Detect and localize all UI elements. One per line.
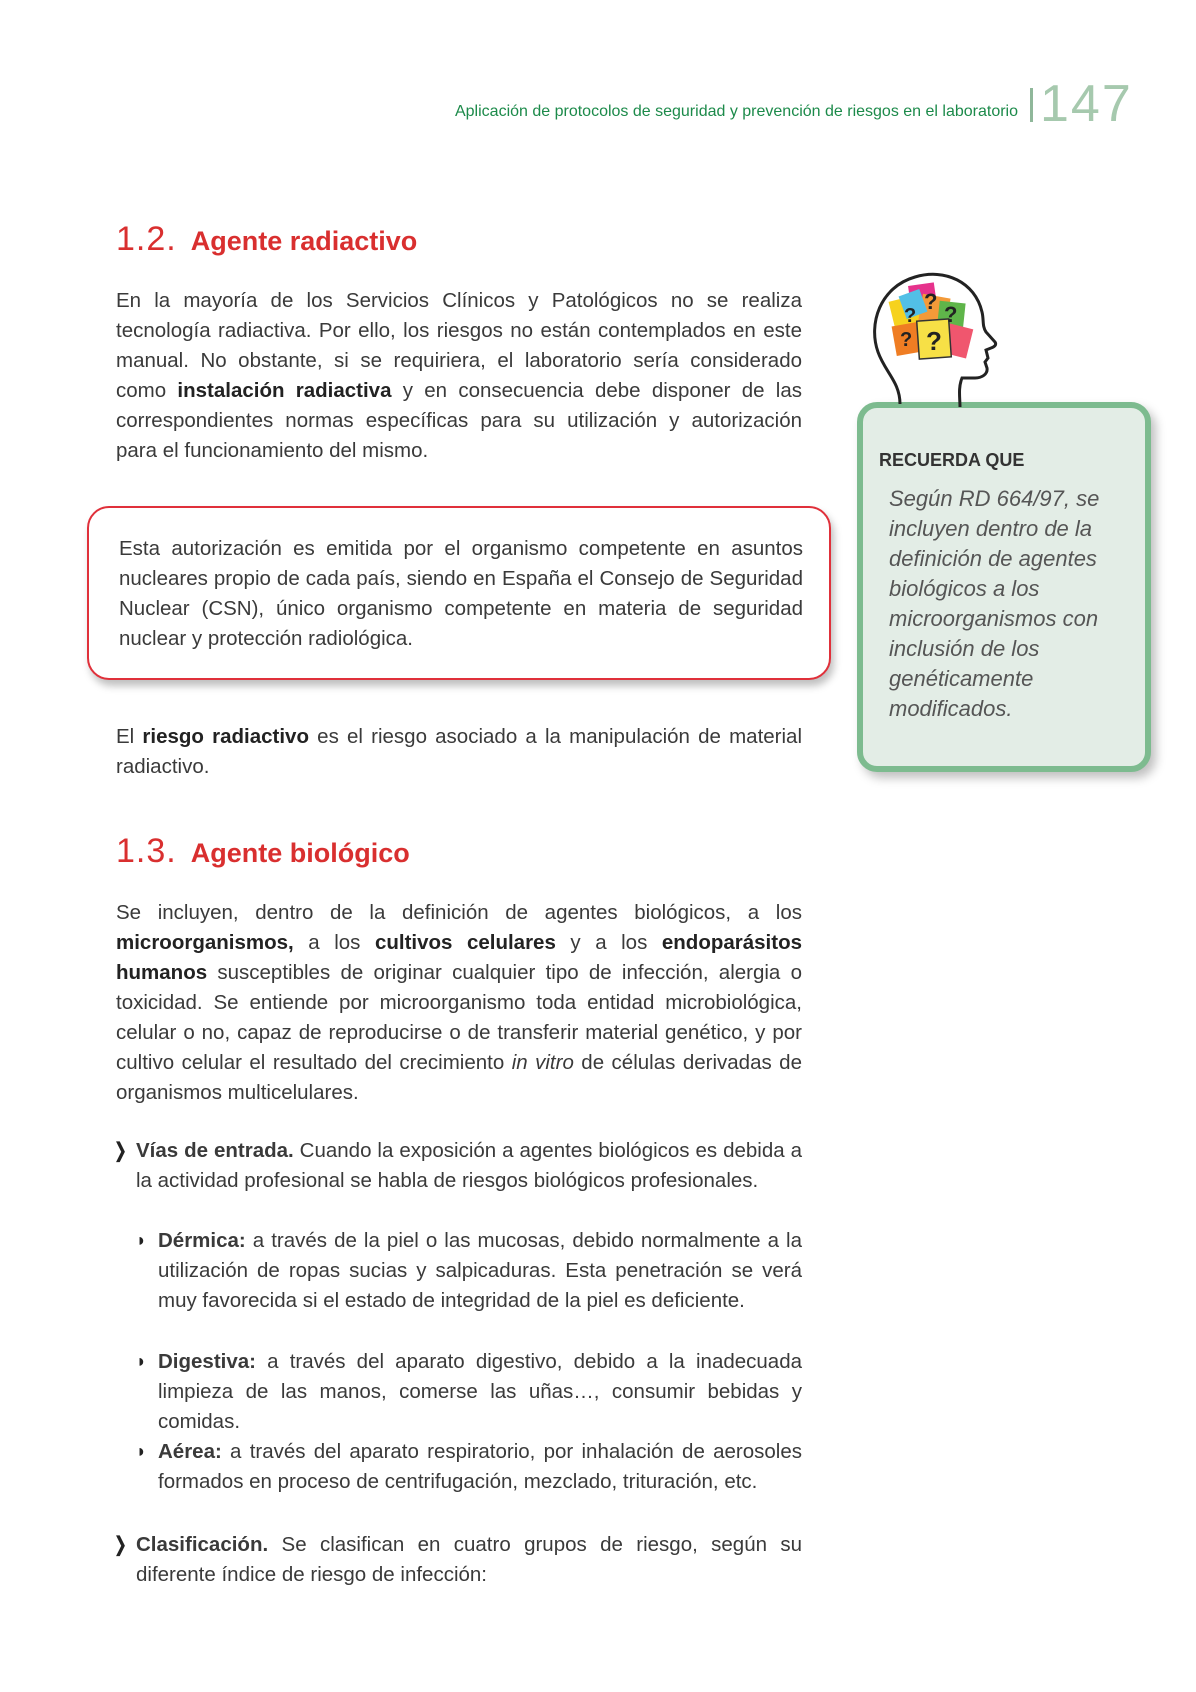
bold-term: Vías de entrada. [136, 1139, 294, 1162]
recuerda-box [857, 402, 1151, 772]
text-run: y a los [555, 931, 662, 954]
svg-text:?: ? [904, 305, 917, 327]
text-run: Cuando la exposición a agentes biológicos es debida a la actividad profesional se habla de riesgos biológicos profesionales. [136, 1139, 802, 1192]
svg-text:?: ? [944, 302, 958, 327]
bold-term: microorganismos, [116, 931, 294, 954]
text-run: a través del aparato respiratorio, por inhalación de aerosoles formados en proceso de centrifugación, mezclado, trituración, etc. [158, 1440, 802, 1493]
section-number: 1.2. [116, 220, 177, 258]
paragraph-radiactivo-intro [116, 286, 802, 466]
bullet-half-circle-icon: ◗ [136, 1230, 147, 1250]
list-item-vias-entrada [136, 1136, 802, 1196]
text-run: Se incluyen, dentro de la definición de agentes biológicos, a los [116, 901, 802, 924]
paragraph-riesgo-radiactivo [116, 722, 802, 782]
highlight-box [87, 506, 831, 680]
bold-term: Dérmica: [158, 1229, 246, 1252]
bullet-half-circle-icon: ◗ [136, 1351, 147, 1371]
section-number: 1.3. [116, 832, 177, 870]
paragraph-biologico-intro [116, 898, 802, 1108]
svg-text:?: ? [900, 329, 913, 351]
text-run: Se clasifican en cuatro grupos de riesgo, según su diferente índice de riesgo de infección: [136, 1533, 802, 1586]
bullet-arrow-icon: ❭ [112, 1140, 129, 1162]
bold-term: riesgo radiactivo [142, 725, 309, 748]
highlight-box-text: Esta autorización es emitida por el organismo competente en asuntos nucleares propio de cada país, siendo en España el Consejo de Seguridad Nuclear (CSN), único organismo competente en materia de seguridad nuclear y protección radiológica. [119, 537, 803, 650]
text-run: y en consecuencia debe disponer de las correspondientes normas específicas para su utilización y autorización para el funcionamiento del mismo. [116, 379, 802, 462]
bullet-arrow-icon: ❭ [112, 1534, 129, 1556]
list-item-aerea [158, 1437, 802, 1497]
bold-term: Digestiva: [158, 1350, 256, 1373]
italic-term: in vitro [511, 1051, 574, 1074]
list-item-dermica [158, 1226, 802, 1316]
page-number: 147 [1040, 75, 1133, 133]
text-run: a los [293, 931, 375, 954]
bold-term: endoparásitos humanos [116, 931, 802, 984]
section-title-radiactivo [116, 220, 417, 259]
bold-term: Clasificación. [136, 1533, 269, 1556]
list-item-clasificacion [136, 1530, 802, 1590]
text-run: En la mayoría de los Servicios Clínicos y Patológicos no se realiza tecnología radiactiva. Por ello, los riesgos no están contemplados en este manual. No obstante, si se requiriera, el laboratorio sería considerado como [116, 289, 802, 402]
head-with-question-cards-icon [860, 262, 1000, 412]
svg-text:?: ? [924, 289, 938, 314]
text-run: El [116, 725, 143, 748]
text-run: de células derivadas de organismos multicelulares. [116, 1051, 802, 1104]
list-item-digestiva [158, 1347, 802, 1437]
bold-term: cultivos celulares [374, 931, 556, 954]
recuerda-text: Según RD 664/97, se incluyen dentro de la definición de agentes biológicos a los microorganismos con inclusión de los genéticamente modificados. [889, 486, 1100, 721]
bold-term: instalación radiactiva [177, 379, 392, 402]
text-run: a través del aparato digestivo, debido a la inadecuada limpieza de las manos, comerse las uñas…, consumir bebidas y comidas. [158, 1350, 802, 1433]
svg-text:?: ? [926, 326, 942, 356]
text-run: susceptibles de originar cualquier tipo de infección, alergia o toxicidad. Se entiende por microorganismo toda entidad microbiológica, celular o no, capaz de reproducirse o de transferir material genético, y por cultivo celular el resultado del crecimiento [116, 961, 802, 1074]
text-run: es el riesgo asociado a la manipulación de material radiactivo. [116, 725, 802, 778]
header-divider [1030, 88, 1033, 122]
text-run: a través de la piel o las mucosas, debido normalmente a la utilización de ropas sucias y salpicaduras. Esta penetración se verá muy favorecida si el estado de integridad de la piel es deficiente. [158, 1229, 802, 1312]
bold-term: Aérea: [158, 1440, 222, 1463]
running-header: Aplicación de protocolos de seguridad y prevención de riesgos en el laboratorio [454, 103, 1018, 120]
bullet-half-circle-icon: ◗ [136, 1441, 147, 1461]
section-title-text: Agente radiactivo [190, 226, 418, 256]
recuerda-title: RECUERDA QUE [879, 450, 1025, 470]
section-title-text: Agente biológico [190, 838, 410, 868]
section-title-biologico [116, 832, 410, 871]
